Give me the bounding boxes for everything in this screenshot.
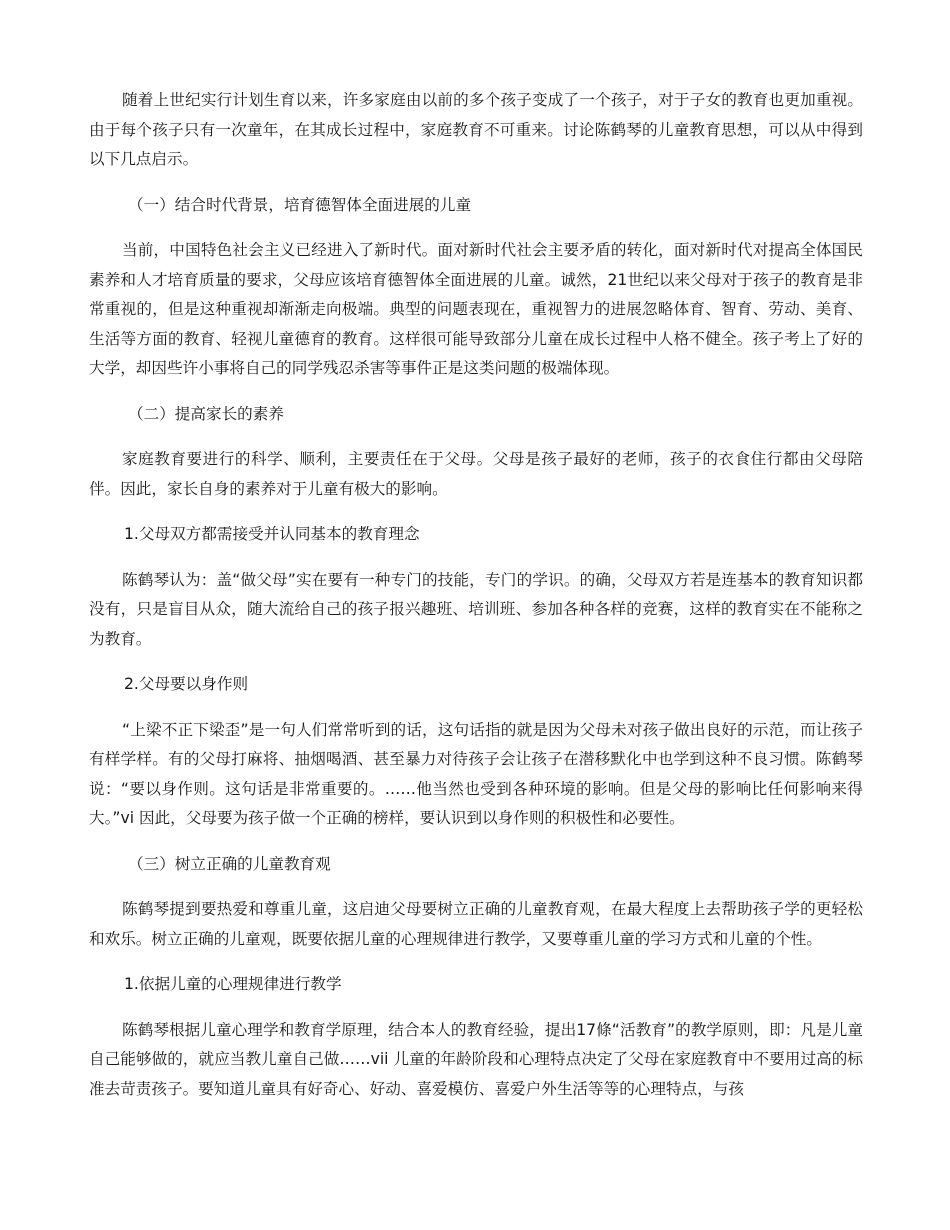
section-2-paragraph: 家庭教育要进行的科学、顺利，主要责任在于父母。父母是孩子最好的老师，孩子的衣食住行都由父母陪伴。因此，家长自身的素养对于儿童有极大的影响。 [89, 450, 863, 498]
document-body [89, 86, 863, 1104]
section-heading-3: （三）树立正确的儿童教育观 [128, 854, 331, 873]
subsection-2-1-paragraph: 陈鹤琴认为：盖“做父母”实在要有一种专门的技能，专门的学识。的确，父母双方若是连基本的教育知识都没有，只是盲目从众，随大流给自己的孩子报兴趣班、培训班、参加各种各样的竞赛，这样的教育实在不能称之为教育。 [89, 570, 863, 648]
section-heading-1: （一）结合时代背景，培育德智体全面进展的儿童 [128, 195, 472, 214]
section-3-paragraph: 陈鹤琴提到要热爱和尊重儿童，这启迪父母要树立正确的儿童教育观，在最大程度上去帮助孩子学的更轻松和欢乐。树立正确的儿童观，既要依据儿童的心理规律进行教学，又要尊重儿童的学习方式和儿童的个性。 [89, 900, 863, 948]
section-1-paragraph: 当前，中国特色社会主义已经进入了新时代。面对新时代社会主要矛盾的转化，面对新时代对提高全体国民素养和人才培育质量的要求，父母应该培育德智体全面进展的儿童。诚然，21世纪以来父母对于孩子的教育是非常重视的，但是这种重视却渐渐走向极端。典型的问题表现在，重视智力的进展忽略体育、智育、劳动、美育、生活等方面的教育、轻视儿童德育的教育。这样很可能导致部分儿童在成长过程中人格不健全。孩子考上了好的大学，却因些许小事将自己的同学残忍杀害等事件正是这类问题的极端体现。 [89, 241, 863, 377]
intro-paragraph: 随着上世纪实行计划生育以来，许多家庭由以前的多个孩子变成了一个孩子，对于子女的教育也更加重视。由于每个孩子只有一次童年，在其成长过程中，家庭教育不可重来。讨论陈鹤琴的儿童教育思想，可以从中得到以下几点启示。 [89, 91, 863, 168]
subsection-heading-2-1: 1.父母双方都需接受并认同基本的教育理念 [124, 525, 420, 543]
section-heading-2: （二）提高家长的素养 [128, 404, 284, 423]
subsection-2-2-paragraph: “上梁不正下梁歪”是一句人们常常听到的话，这句话指的就是因为父母未对孩子做出良好的示范，而让孩子有样学样。有的父母打麻将、抽烟喝酒、甚至暴力对待孩子会让孩子在潜移默化中也学到这种不良习惯。陈鹤琴说：“要以身作则。这句话是非常重要的。……他当然也受到各种环境的影响。但是父母的影响比任何影响来得大。”vi 因此，父母要为孩子做一个正确的榜样，要认识到以身作则的积极性和必要性。 [89, 720, 863, 827]
subsection-heading-3-1: 1.依据儿童的心理规律进行教学 [124, 975, 342, 993]
subsection-3-1-paragraph: 陈鹤琴根据儿童心理学和教育学原理，结合本人的教育经验，提出17條“活教育”的教学原则，即：凡是儿童自己能够做的，就应当教儿童自己做……vii 儿童的年龄阶段和心理特点决定了父母在家庭教育中不要用过高的标准去苛责孩子。要知道儿童具有好奇心、好动、喜爱模仿、喜爱户外生活等等的心理特点，与孩 [89, 1020, 863, 1098]
subsection-heading-2-2: 2.父母要以身作则 [124, 675, 249, 693]
